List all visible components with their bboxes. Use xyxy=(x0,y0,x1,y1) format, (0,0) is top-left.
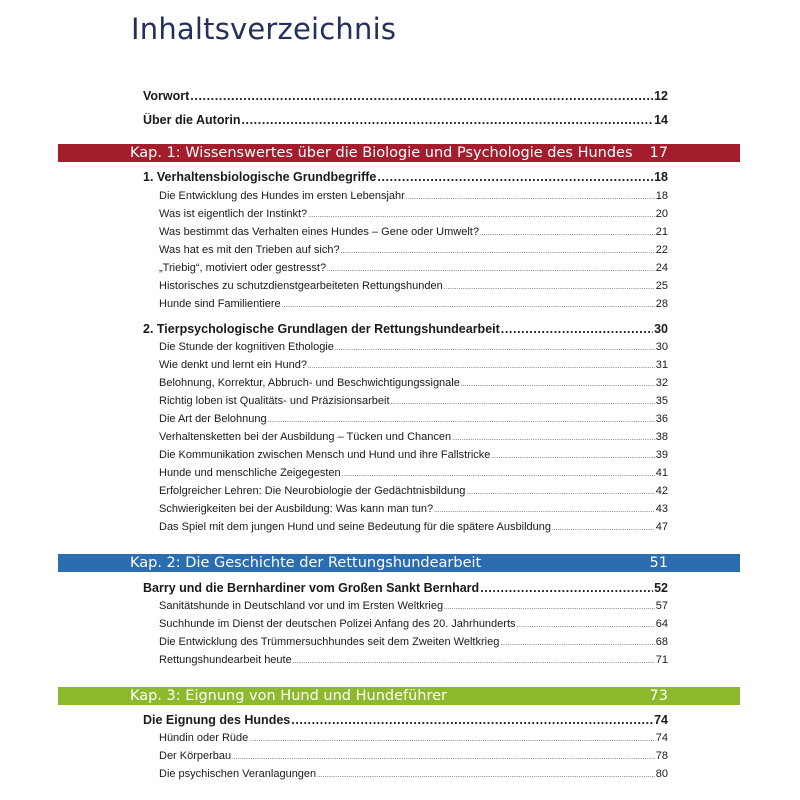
toc-entry-label: Sanitätshunde in Deutschland vor und im Ersten Weltkrieg xyxy=(159,600,444,612)
toc-entry[interactable] xyxy=(159,521,668,533)
leader-dots xyxy=(434,508,655,514)
toc-entry-label: Verhaltensketten bei der Ausbildung – Tücken und Chancen xyxy=(159,431,452,443)
toc-entry-vorwort[interactable] xyxy=(143,89,668,103)
toc-page-number: 31 xyxy=(655,359,668,371)
leader-dots xyxy=(232,755,655,761)
toc-entry[interactable] xyxy=(159,395,668,407)
toc-page-number: 20 xyxy=(655,208,668,220)
toc-entry[interactable] xyxy=(159,636,668,648)
toc-page-number: 68 xyxy=(655,636,668,648)
toc-entry[interactable] xyxy=(159,618,668,630)
toc-entry-label: Über die Autorin xyxy=(143,113,241,127)
toc-page-number: 42 xyxy=(655,485,668,497)
chapter-page-number: 51 xyxy=(649,555,668,571)
toc-entry-label: Suchhunde im Dienst der deutschen Polizei Anfang des 20. Jahrhunderts xyxy=(159,618,516,630)
leader-dots xyxy=(461,382,655,388)
toc-entry-label: Erfolgreicher Lehren: Die Neurobiologie der Gedächtnisbildung xyxy=(159,485,466,497)
leader-dots xyxy=(342,472,655,478)
toc-entry-label: Hündin oder Rüde xyxy=(159,732,249,744)
toc-page-number: 35 xyxy=(655,395,668,407)
toc-entry[interactable] xyxy=(159,654,668,666)
toc-section-label: Barry und die Bernhardiner vom Großen Sankt Bernhard xyxy=(143,581,480,595)
toc-entry-label: Das Spiel mit dem jungen Hund und seine Bedeutung für die spätere Ausbildung xyxy=(159,521,551,533)
toc-entry[interactable] xyxy=(159,600,668,612)
toc-entry[interactable] xyxy=(159,449,668,461)
toc-entry-label: „Triebig“, motiviert oder gestresst? xyxy=(159,262,327,274)
toc-entry-label: Richtig loben ist Qualitäts- und Präzisionsarbeit xyxy=(159,395,390,407)
toc-page-number: 38 xyxy=(655,431,668,443)
chapter-banner-3[interactable] xyxy=(58,687,740,705)
leader-dots xyxy=(406,195,655,201)
leader-dots xyxy=(335,346,655,352)
toc-page-number: 32 xyxy=(655,377,668,389)
toc-page-number: 80 xyxy=(655,768,668,780)
toc-page-number: 21 xyxy=(655,226,668,238)
toc-page-number: 47 xyxy=(655,521,668,533)
toc-entry-label: Der Körperbau xyxy=(159,750,232,762)
leader-dots xyxy=(517,623,655,629)
toc-section-label: Die Eignung des Hundes xyxy=(143,713,291,727)
toc-page-number: 25 xyxy=(655,280,668,292)
leader-dots xyxy=(327,267,655,273)
toc-entry-label: Belohnung, Korrektur, Abbruch- und Beschwichtigungssignale xyxy=(159,377,460,389)
chapter-page-number: 17 xyxy=(649,145,668,161)
toc-entry[interactable] xyxy=(159,280,668,292)
toc-entry-ueber-die-autorin[interactable] xyxy=(143,113,668,127)
toc-entry-label: Die psychischen Veranlagungen xyxy=(159,768,317,780)
leader-dots xyxy=(391,400,655,406)
leader-dots xyxy=(466,490,654,496)
toc-entry[interactable] xyxy=(159,226,668,238)
toc-page-number: 74 xyxy=(655,732,668,744)
leader-dots xyxy=(501,322,653,336)
toc-entry-label: Was ist eigentlich der Instinkt? xyxy=(159,208,308,220)
toc-page-number: 14 xyxy=(654,113,668,127)
chapter-title: Kap. 2: Die Geschichte der Rettungshundearbeit xyxy=(130,555,482,571)
leader-dots xyxy=(491,454,654,460)
toc-section-label: 2. Tierpsychologische Grundlagen der Rettungshundearbeit xyxy=(143,322,500,336)
leader-dots xyxy=(444,285,655,291)
toc-entry[interactable] xyxy=(159,190,668,202)
toc-entry[interactable] xyxy=(159,341,668,353)
toc-page-number: 12 xyxy=(654,89,668,103)
leader-dots xyxy=(190,89,653,103)
toc-page-number: 30 xyxy=(654,322,668,336)
toc-entry-label: Was bestimmt das Verhalten eines Hundes – Gene oder Umwelt? xyxy=(159,226,479,238)
toc-entry-label: Die Stunde der kognitiven Ethologie xyxy=(159,341,334,353)
toc-entry[interactable] xyxy=(159,413,668,425)
toc-entry-label: Rettungshundearbeit heute xyxy=(159,654,292,666)
toc-entry-label: Was hat es mit den Trieben auf sich? xyxy=(159,244,340,256)
toc-entry-label: Vorwort xyxy=(143,89,190,103)
leader-dots xyxy=(317,773,655,779)
chapter-page-number: 73 xyxy=(649,688,668,704)
toc-page-number: 24 xyxy=(655,262,668,274)
leader-dots xyxy=(241,113,653,127)
toc-entry-label: Hunde und menschliche Zeigegesten xyxy=(159,467,341,479)
toc-section-3[interactable] xyxy=(143,581,668,595)
chapter-banner-2[interactable] xyxy=(58,554,740,572)
chapter-title: Kap. 3: Eignung von Hund und Hundeführer xyxy=(130,688,448,704)
toc-section-1[interactable] xyxy=(143,170,668,184)
chapter-banner-1[interactable] xyxy=(58,144,740,162)
toc-page-number: 57 xyxy=(655,600,668,612)
toc-page-number: 36 xyxy=(655,413,668,425)
leader-dots xyxy=(377,170,653,184)
toc-page-number: 41 xyxy=(655,467,668,479)
toc-page-number: 22 xyxy=(655,244,668,256)
leader-dots xyxy=(444,605,655,611)
leader-dots xyxy=(500,641,654,647)
toc-page-number: 64 xyxy=(655,618,668,630)
toc-page-number: 43 xyxy=(655,503,668,515)
leader-dots xyxy=(293,659,655,665)
page-title: Inhaltsverzeichnis xyxy=(131,12,397,46)
leader-dots xyxy=(552,526,655,532)
toc-page-number: 18 xyxy=(654,170,668,184)
toc-entry[interactable] xyxy=(159,262,668,274)
toc-entry[interactable] xyxy=(159,750,668,762)
toc-page-number: 28 xyxy=(655,298,668,310)
toc-entry[interactable] xyxy=(159,359,668,371)
leader-dots xyxy=(308,213,655,219)
toc-entry[interactable] xyxy=(159,768,668,780)
toc-entry-label: Die Entwicklung des Trümmersuchhundes seit dem Zweiten Weltkrieg xyxy=(159,636,500,648)
toc-entry[interactable] xyxy=(159,485,668,497)
toc-page-number: 39 xyxy=(655,449,668,461)
toc-page-number: 52 xyxy=(654,581,668,595)
toc-entry-label: Die Entwicklung des Hundes im ersten Lebensjahr xyxy=(159,190,405,202)
toc-section-2[interactable] xyxy=(143,322,668,336)
toc-section-4[interactable] xyxy=(143,713,668,727)
leader-dots xyxy=(341,249,655,255)
toc-entry[interactable] xyxy=(159,208,668,220)
toc-entry[interactable] xyxy=(159,244,668,256)
leader-dots xyxy=(291,713,653,727)
toc-entry[interactable] xyxy=(159,377,668,389)
leader-dots xyxy=(268,418,655,424)
toc-entry[interactable] xyxy=(159,732,668,744)
toc-entry-label: Die Art der Belohnung xyxy=(159,413,267,425)
toc-entry-label: Historisches zu schutzdienstgearbeiteten Rettungshunden xyxy=(159,280,443,292)
toc-entry[interactable] xyxy=(159,431,668,443)
leader-dots xyxy=(249,737,654,743)
leader-dots xyxy=(282,303,655,309)
leader-dots xyxy=(480,581,653,595)
leader-dots xyxy=(480,231,655,237)
toc-page-number: 74 xyxy=(654,713,668,727)
toc-page-number: 71 xyxy=(655,654,668,666)
toc-entry[interactable] xyxy=(159,503,668,515)
toc-entry[interactable] xyxy=(159,467,668,479)
leader-dots xyxy=(308,364,655,370)
toc-entry-label: Hunde sind Familientiere xyxy=(159,298,281,310)
toc-entry[interactable] xyxy=(159,298,668,310)
toc-section-label: 1. Verhaltensbiologische Grundbegriffe xyxy=(143,170,377,184)
toc-page-number: 18 xyxy=(655,190,668,202)
toc-entry-label: Wie denkt und lernt ein Hund? xyxy=(159,359,307,371)
leader-dots xyxy=(452,436,655,442)
toc-page-number: 30 xyxy=(655,341,668,353)
chapter-title: Kap. 1: Wissenswertes über die Biologie und Psychologie des Hundes xyxy=(130,145,633,161)
toc-entry-label: Die Kommunikation zwischen Mensch und Hund und ihre Fallstricke xyxy=(159,449,491,461)
toc-page-number: 78 xyxy=(655,750,668,762)
toc-entry-label: Schwierigkeiten bei der Ausbildung: Was kann man tun? xyxy=(159,503,434,515)
